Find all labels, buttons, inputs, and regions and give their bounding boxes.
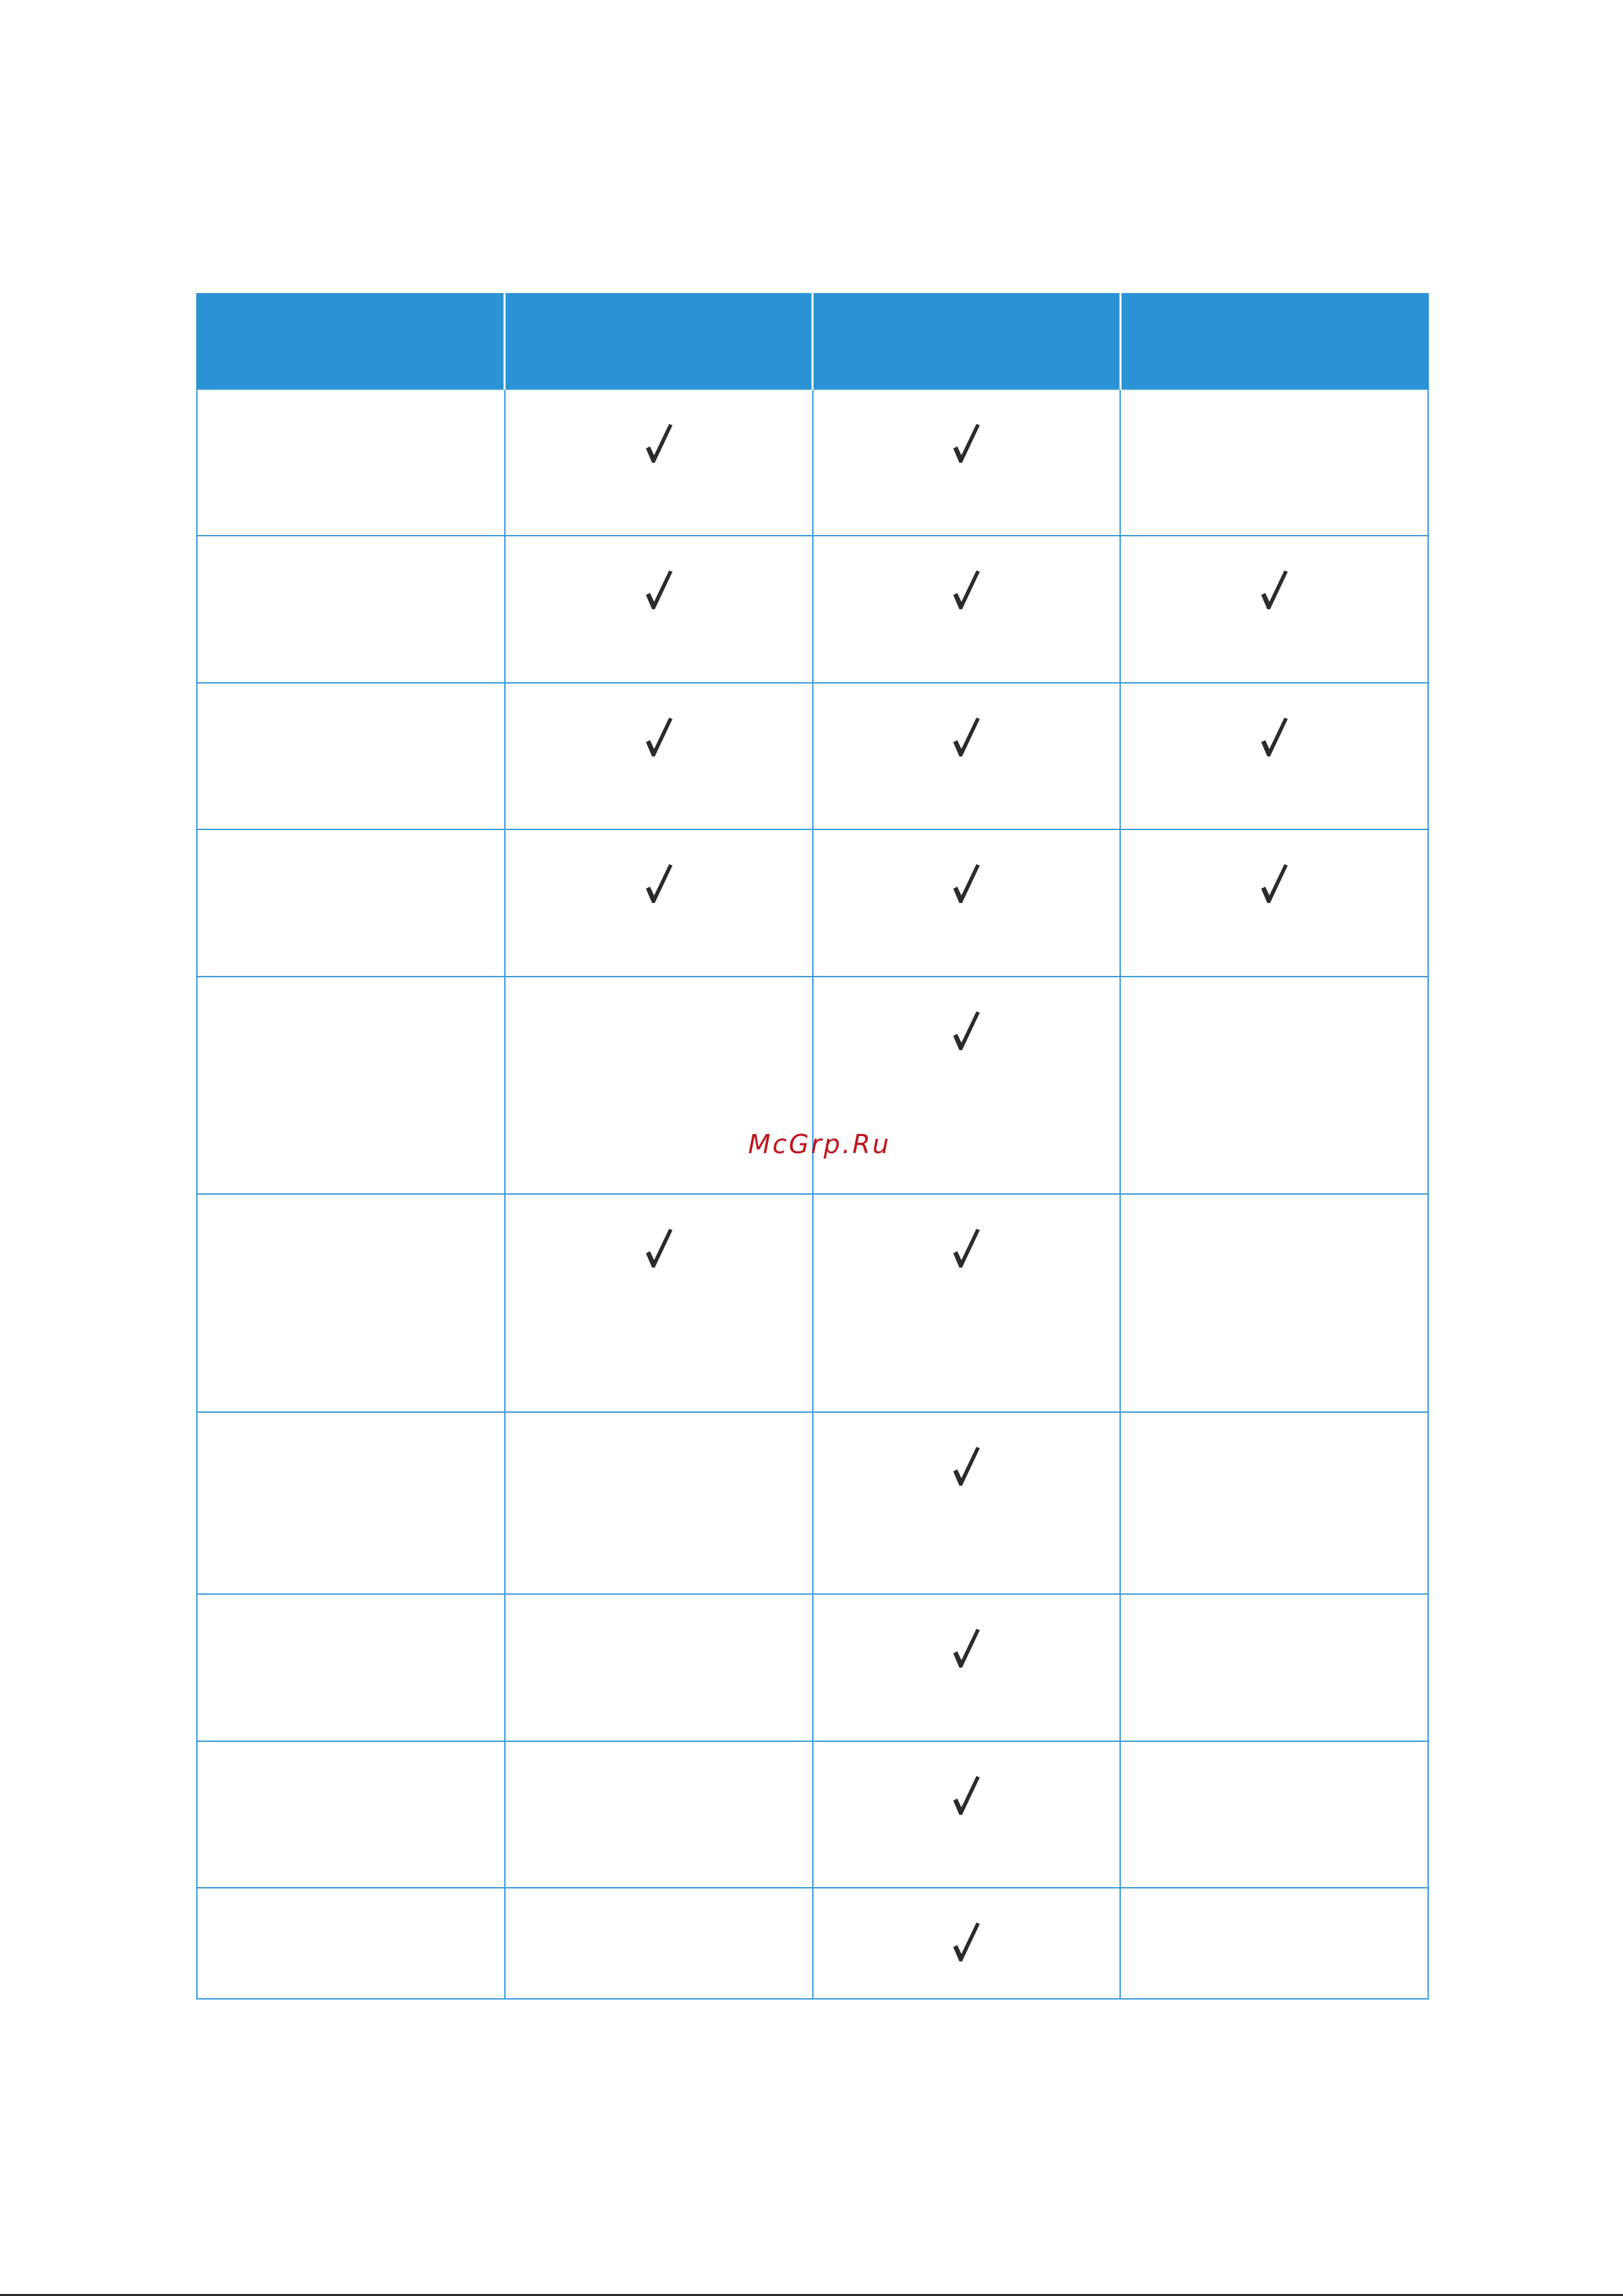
table-cell <box>813 1888 1121 1999</box>
table-row <box>197 977 1428 1194</box>
table-cell <box>1120 1741 1428 1888</box>
checkmark-glyph <box>949 905 950 906</box>
checkmark-icon <box>1257 861 1291 905</box>
checkmark-glyph <box>1257 905 1258 906</box>
table-cell <box>505 389 813 536</box>
table-cell <box>505 829 813 977</box>
table-cell <box>197 1594 505 1741</box>
table-cell <box>1120 829 1428 977</box>
table-cell <box>813 829 1121 977</box>
table-cell <box>505 1194 813 1412</box>
header-cell-1 <box>197 293 505 389</box>
table-cell <box>1120 683 1428 829</box>
checkmark-icon <box>949 1773 983 1817</box>
table-cell <box>505 1741 813 1888</box>
table-cell <box>197 829 505 977</box>
table-cell <box>505 1412 813 1594</box>
table-row <box>197 1888 1428 1999</box>
table-cell <box>197 683 505 829</box>
checkmark-icon <box>642 715 676 759</box>
checkmark-icon <box>949 1920 983 1963</box>
checkmark-icon <box>949 861 983 905</box>
watermark-text: McGrp.Ru <box>748 1129 891 1159</box>
checkmark-icon <box>949 715 983 759</box>
checkmark-icon <box>642 861 676 905</box>
table-cell <box>1120 536 1428 683</box>
header-cell-3 <box>813 293 1121 389</box>
table-cell <box>813 1412 1121 1594</box>
checkmark-icon <box>949 1626 983 1670</box>
checkmark-icon <box>642 421 676 465</box>
table-row <box>197 1741 1428 1888</box>
checkmark-icon <box>642 1226 676 1270</box>
table-cell <box>1120 1594 1428 1741</box>
table-row <box>197 683 1428 829</box>
table-row <box>197 1594 1428 1741</box>
table-body <box>197 389 1428 1999</box>
checkmark-icon <box>1257 715 1291 759</box>
table-cell <box>197 1888 505 1999</box>
checkmark-icon <box>1257 568 1291 611</box>
table-row <box>197 1412 1428 1594</box>
checkmark-glyph <box>642 905 643 906</box>
checkmark-glyph <box>949 1963 950 1964</box>
table-cell <box>813 683 1121 829</box>
table-header <box>197 293 1428 389</box>
header-cell-4 <box>1120 293 1428 389</box>
checkmark-icon <box>949 421 983 465</box>
table-cell <box>505 977 813 1194</box>
checkmark-icon <box>949 1226 983 1270</box>
table-row <box>197 536 1428 683</box>
table-cell <box>813 1741 1121 1888</box>
table-cell <box>1120 1194 1428 1412</box>
table-cell <box>197 977 505 1194</box>
checkmark-glyph <box>949 611 950 612</box>
table-cell <box>197 1741 505 1888</box>
table-cell <box>505 1888 813 1999</box>
table-cell <box>505 683 813 829</box>
table-cell <box>1120 977 1428 1194</box>
table-cell <box>813 1194 1121 1412</box>
table-cell <box>505 536 813 683</box>
checkmark-icon <box>949 1009 983 1052</box>
header-cell-2 <box>505 293 813 389</box>
table-cell <box>1120 1412 1428 1594</box>
table-cell <box>813 977 1121 1194</box>
checkmark-glyph <box>949 1817 950 1818</box>
table-cell <box>197 389 505 536</box>
table-cell <box>813 1594 1121 1741</box>
table-cell <box>813 536 1121 683</box>
table-row <box>197 389 1428 536</box>
checkmark-glyph <box>642 611 643 612</box>
table-cell <box>1120 389 1428 536</box>
table-cell <box>197 536 505 683</box>
table-cell <box>197 1412 505 1594</box>
checkmark-icon <box>949 568 983 611</box>
table-header-row <box>197 293 1428 389</box>
table-row <box>197 829 1428 977</box>
table-cell <box>505 1594 813 1741</box>
table-row <box>197 1194 1428 1412</box>
checkmark-glyph <box>949 1052 950 1053</box>
table-cell <box>813 389 1121 536</box>
checkmark-icon <box>642 568 676 611</box>
checkmark-icon <box>949 1444 983 1488</box>
checkmark-glyph <box>1257 611 1258 612</box>
table-cell <box>197 1194 505 1412</box>
table-cell <box>1120 1888 1428 1999</box>
